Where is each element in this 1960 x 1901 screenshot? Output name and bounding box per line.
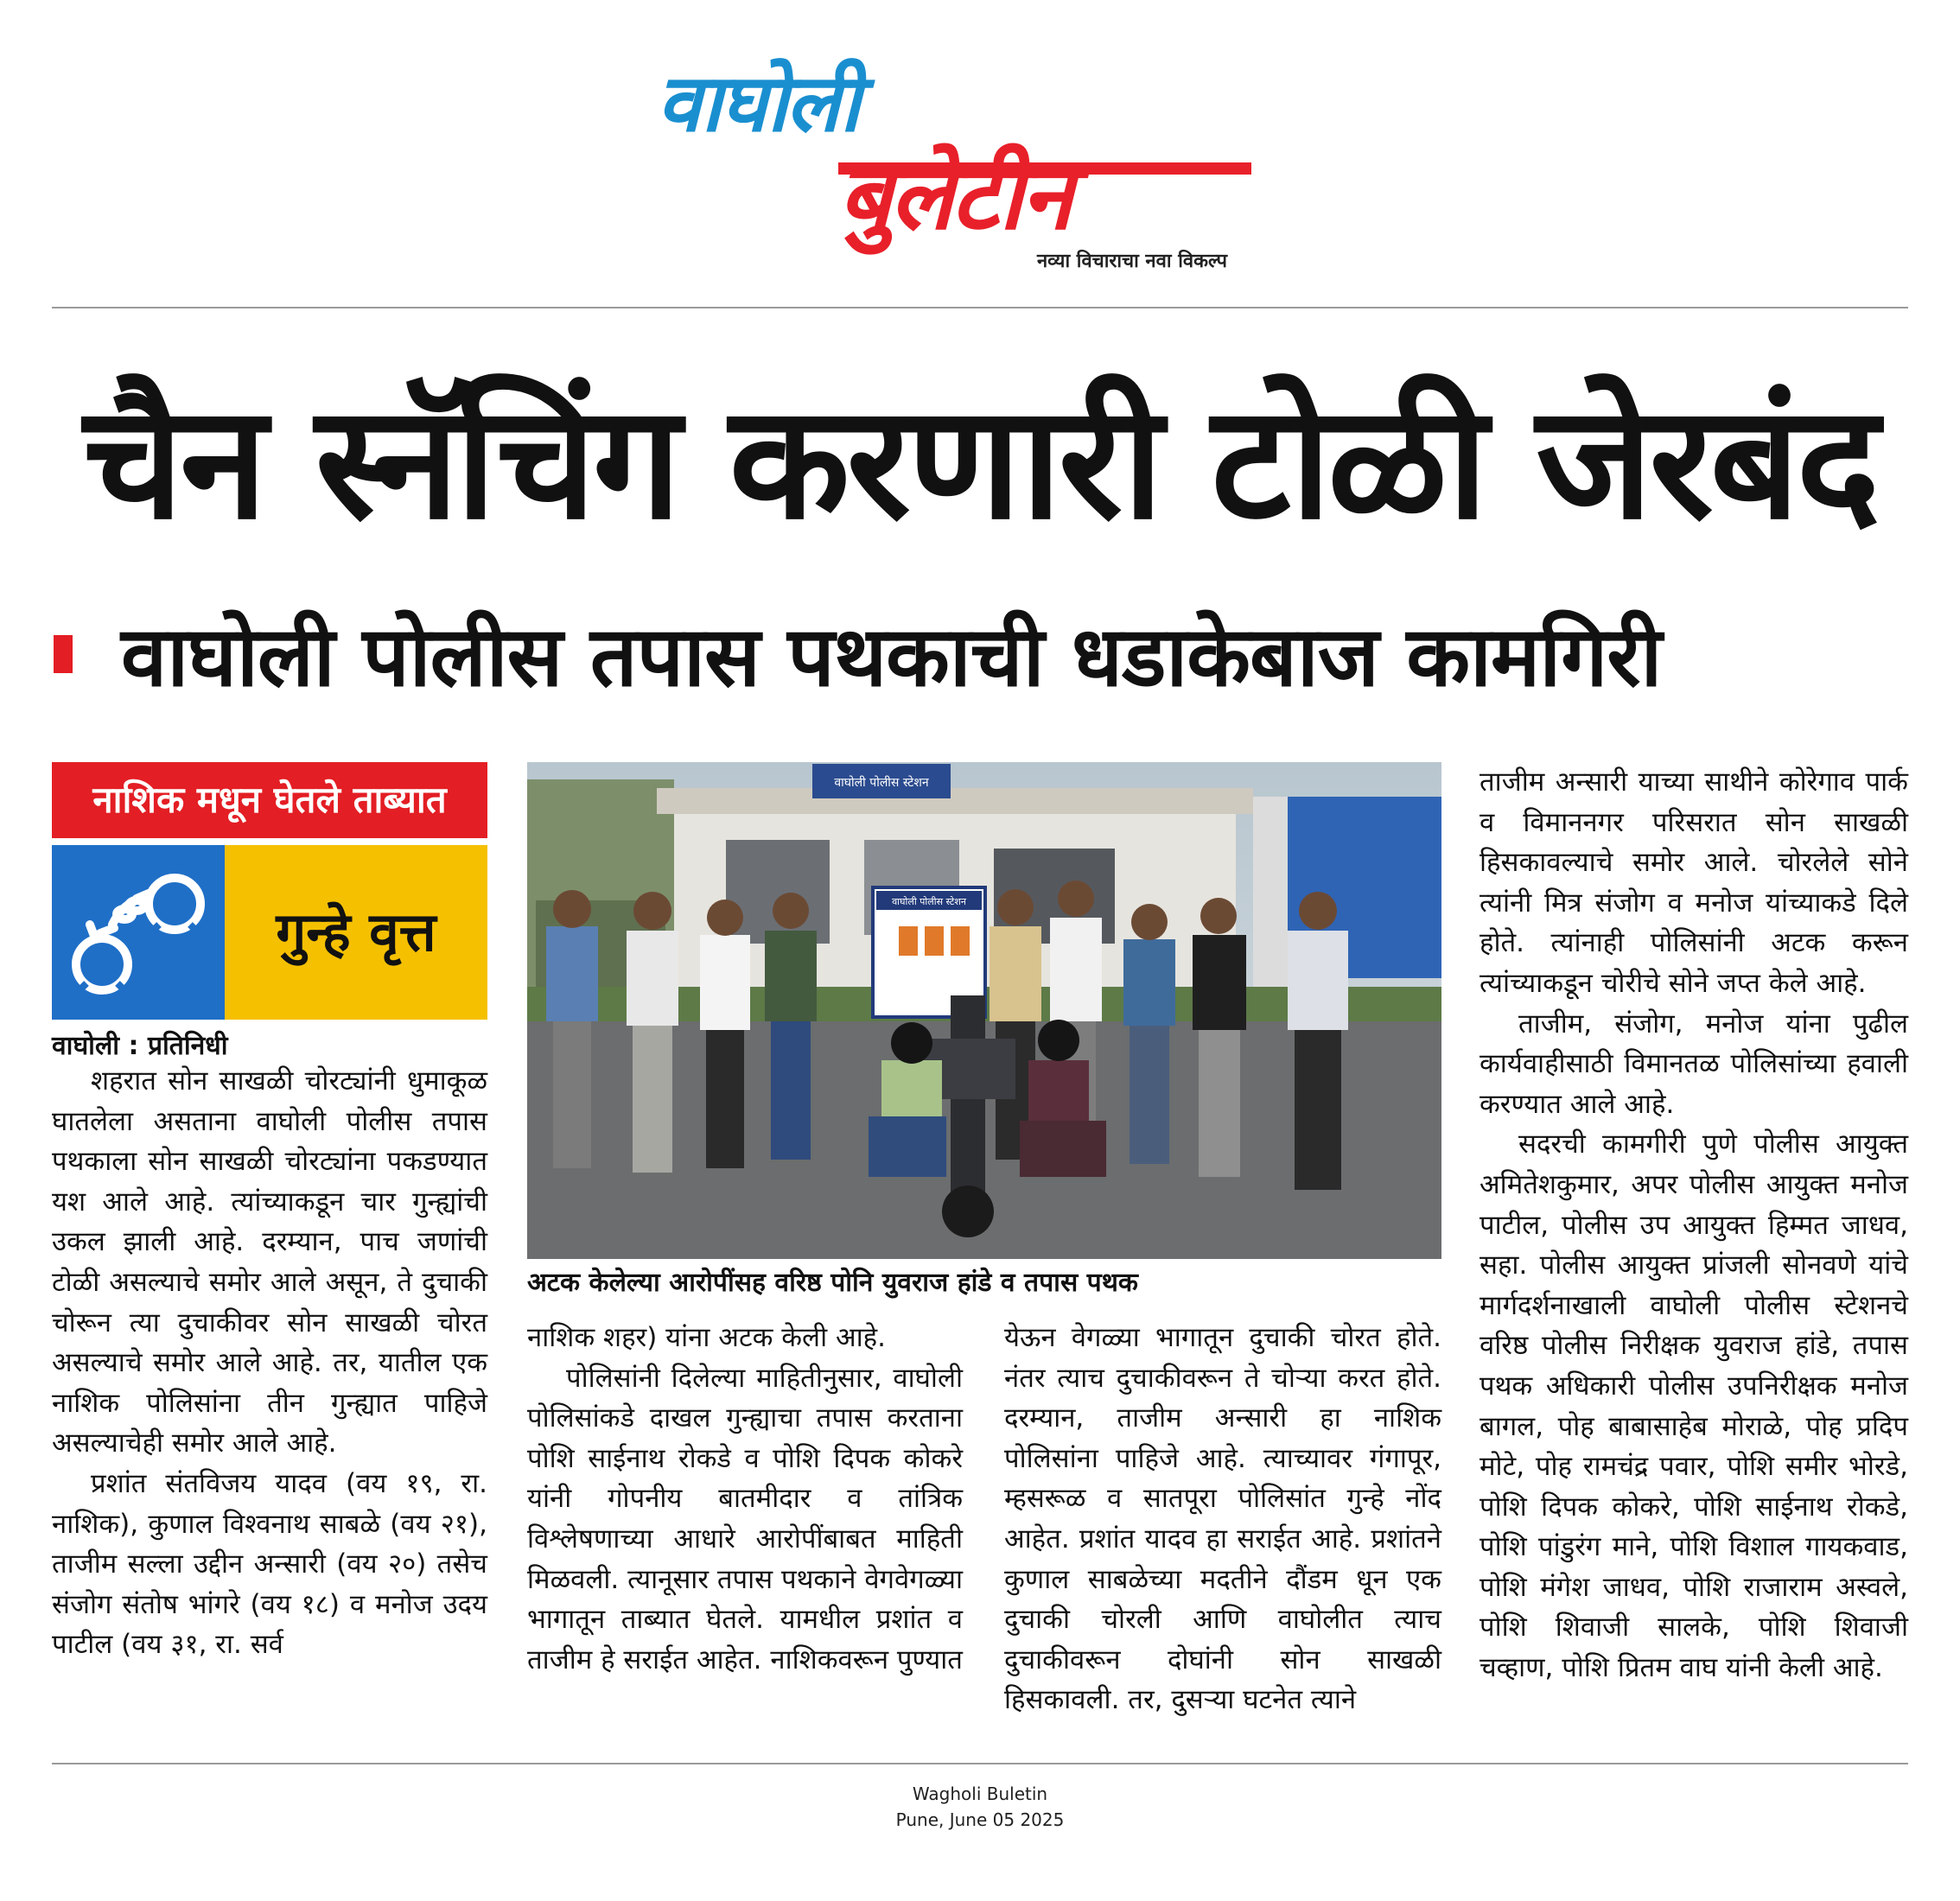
headline: चैन स्नॅचिंग करणारी टोळी जेरबंद <box>83 371 1877 554</box>
article-paragraph: शहरात सोन साखळी चोरट्यांनी धुमाकूळ घातलेला असताना वाघोली पोलीस तपास पथकाला सोन साखळी चोरट्यांना पकडण्यात यश आले आहे. त्यांच्याकडून चार गुन्ह्यांची उकल झाली आहे. दरम्यान, पाच जणांची टोळी असल्याचे समोर आले असून, ते दुचाकी चोरून त्या दुचाकीवर सोन साखळी चोरत असल्याचे समोर आले आहे. तर, यातील एक नाशिक पोलिसांना तीन गुन्ह्यात पाहिजे असल्याचेही समोर आले आहे. <box>52 1065 487 1459</box>
article-paragraph: येऊन वेगळ्या भागातून दुचाकी चोरत होते. नंतर त्याच दुचाकीवरून ते चोऱ्या करत होते. दरम्यान, ताजीम अन्सारी हा नाशिक पोलिसांना पाहिजे आहे. त्याच्यावर गंगापूर, म्हसरूळ व सातपूरा पोलिसांत गुन्हे नोंद आहेत. प्रशांत यादव हा सराईत आहे. प्रशांतने कुणाल साबळेच्या मदतीने दौंडम धून एक दुचाकी चोरली आणि वाघोलीत त्याच दुचाकीवरून दोघांनी सोन साखळी हिसकावली. तर, दुसऱ्या घटनेत त्याने <box>1004 1322 1441 1716</box>
masthead-logo-line2: बुलेटीन <box>838 143 1072 251</box>
news-photo <box>527 762 1441 1259</box>
footer-publication: Wagholi Buletin <box>912 1783 1048 1804</box>
article-column-3 <box>1004 1318 1441 1720</box>
article-paragraph: ताजीम, संजोग, मनोज यांना पुढील कार्यवाहीसाठी विमानतळ पोलिसांच्या हवाली करण्यात आले आहे. <box>1480 1008 1908 1120</box>
masthead-logo-line1: वाघोली <box>657 57 859 149</box>
article-paragraph: पोलिसांनी दिलेल्या माहितीनुसार, वाघोली पोलिसांकडे दाखल गुन्ह्याचा तपास करताना पोशि साईनाथ रोकडे व पोशि दिपक कोकरे यांनी गोपनीय बातमीदार व तांत्रिक विश्लेषणाच्या आधारे आरोपींबाबत माहिती मिळवली. त्यानूसार तपास पथकाने वेगवेगळ्या भागातून ताब्यात घेतले. यामधील प्रशांत व ताजीम हे सराईत आहेत. नाशिकवरून पुण्यात <box>527 1362 963 1675</box>
article-paragraph: प्रशांत संतविजय यादव (वय १९, रा. नाशिक), कुणाल विश्वनाथ साबळे (वय २१), ताजीम सल्ला उद्दीन अन्सारी (वय २०) तसेच संजोग संतोष भांगरे (वय १८) व मनोज उदय पाटील (वय ३१, रा. सर्व <box>52 1467 487 1661</box>
article-column-1 <box>52 1061 487 1665</box>
subheadline: वाघोली पोलीस तपास पथकाची धडाकेबाज कामगिरी <box>121 608 1662 705</box>
article-paragraph: ताजीम अन्सारी याच्या साथीने कोरेगाव पार्क व विमाननगर परिसरात सोन साखळी हिसकावल्याचे समोर आले. चोरलेले सोने त्यांनी मित्र संजोग व मनोज यांच्याकडे दिले होते. त्यांनाही पोलिसांनी अटक करून त्यांच्याकडून चोरीचे सोने जप्त केले आहे. <box>1480 766 1908 999</box>
photo-caption: अटक केलेल्या आरोपींसह वरिष्ठ पोनि युवराज हांडे व तपास पथक <box>527 1268 1138 1298</box>
board-title: वाघोली पोलीस स्टेशन <box>892 896 966 907</box>
section-label: नाशिक मधून घेतले ताब्यात <box>52 762 487 838</box>
bottom-divider <box>52 1763 1908 1764</box>
masthead-tagline: नव्या विचाराचा नवा विकल्प <box>1036 251 1227 272</box>
byline: वाघोली : प्रतिनिधी <box>52 1031 228 1061</box>
category-label: गुन्हे वृत्त <box>225 845 487 1020</box>
article-column-2 <box>527 1318 963 1680</box>
article-column-4 <box>1480 762 1908 1688</box>
top-divider <box>52 307 1908 308</box>
subheadline-marker <box>54 635 73 673</box>
article-paragraph: सदरची कामगीरी पुणे पोलीस आयुक्त अमितेशकुमार, अपर पोलीस आयुक्त मनोज पाटील, पोलीस उप आयुक्त हिम्मत जाधव, सहा. पोलीस आयुक्त प्रांजली सोनवणे यांचे मार्गदर्शनाखाली वाघोली पोलीस स्टेशनचे वरिष्ठ पोलीस निरीक्षक युवराज हांडे, तपास पथक अधिकारी पोलीस उपनिरीक्षक मनोज बागल, पोह बाबासाहेब मोराळे, पोह प्रदिप मोटे, पोह रामचंद्र पवार, पोशि समीर भोरडे, पोशि दिपक कोकरे, पोशि साईनाथ रोकडे, पोशि पांडुरंग माने, पोशि विशाल गायकवाड, पोशि मंगेश जाधव, पोशि राजाराम अस्वले, पोशि शिवाजी सालके, पोशि शिवाजी चव्हाण, पोशि प्रितम वाघ यांनी केली आहे. <box>1480 1129 1908 1684</box>
handcuffs-icon <box>52 845 225 1020</box>
article-paragraph: नाशिक शहर) यांना अटक केली आहे. <box>527 1322 886 1353</box>
footer-date: Pune, June 05 2025 <box>895 1809 1065 1830</box>
station-sign: वाघोली पोलीस स्टेशन <box>834 776 929 790</box>
